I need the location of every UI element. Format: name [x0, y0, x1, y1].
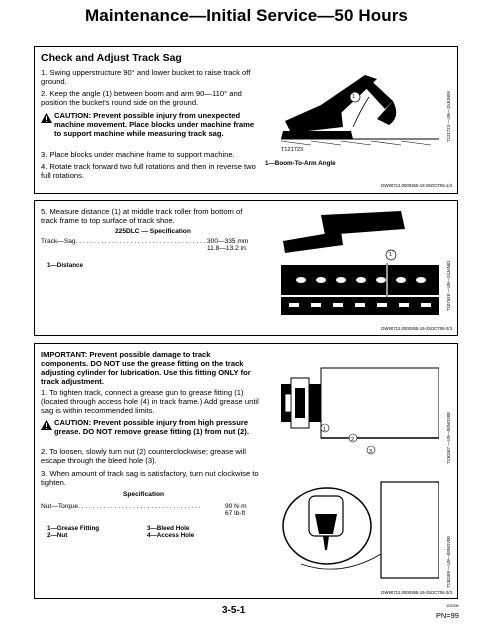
callout-1: 1 — [389, 252, 393, 258]
step-2: 2. To loosen, slowly turn nut (2) counterclockwise; grease will escape through the bleed hole (3). — [41, 447, 246, 465]
step-1: 1. To tighten track, connect a grease gun to grease fitting (1) (located through access hole (4) in track frame.) Add grease until sag is within recommended limits. — [41, 388, 259, 415]
caution-text: CAUTION: Prevent possible injury from high pressure grease. DO NOT remove grease fitting (1) from nut (2). — [54, 418, 249, 436]
legend-bleed-hole: 3—Bleed Hole — [147, 525, 190, 532]
spec-title: 225DLC — Specification — [115, 228, 191, 235]
track-sag-panel-2 — [34, 200, 458, 336]
legend-grease-fitting: 1—Grease Fitting — [47, 525, 100, 532]
reference-code: DW90712,0000365-19-25OCT06-2/3 — [381, 326, 452, 331]
important-notice: IMPORTANT: Prevent possible damage to track components. DO NOT use the grease fitting on the track adjusting cylinder for lubrication. Use this fitting ONLY for track adjustment. — [41, 350, 251, 386]
step-5: 5. Measure distance (1) at middle track roller from bottom of track frame to top surface of track shoe. — [41, 207, 243, 225]
step-4: 4. Rotate track forward two full rotations and then in reverse two full rotations. — [41, 162, 256, 180]
page-title: Maintenance—Initial Service—50 Hours — [85, 6, 408, 25]
figure-vertical-id: T107528 —UN—24JAN01 — [446, 260, 451, 311]
spec-label: Nut—Torque. . . . . . . . . . . . . . . . . . . . . . . . . . . . . . . . . . — [41, 503, 201, 510]
reference-code: DW90712,0000365-19-25OCT06-1/3 — [381, 183, 452, 188]
date-code: 102005 — [446, 604, 459, 608]
spec-value-imperial: 11.8—13.2 in. — [207, 245, 248, 252]
track-adjust-panel-3 — [34, 343, 458, 599]
access-hole-illustration — [281, 474, 439, 580]
callout-3: 3 — [369, 449, 373, 455]
spec-title: Specification — [123, 491, 165, 498]
step-3: 3. Place blocks under machine frame to support machine. — [41, 150, 235, 159]
warning-icon — [41, 420, 52, 430]
figure-legend: 1—Distance — [47, 262, 84, 269]
legend-nut: 2—Nut — [47, 532, 68, 539]
caution-text: CAUTION: Prevent possible injury from unexpected machine movement. Place blocks under machine frame to support machine while measuring track sag. — [54, 111, 255, 138]
figure-legend: 1—Boom-To-Arm Angle — [265, 160, 336, 167]
step-1: 1. Swing upperstructure 90° and lower bucket to raise track off ground. — [41, 68, 251, 86]
callout-1: 1 — [323, 427, 327, 433]
grease-fitting-illustration — [281, 354, 439, 464]
boom-arm-illustration — [281, 61, 439, 147]
callout-2: 2 — [351, 437, 355, 443]
section-heading: Check and Adjust Track Sag — [41, 52, 182, 64]
step-2: 2. Keep the angle (1) between boom and arm 90—110° and position the bucket's round side on the ground. — [41, 89, 242, 107]
track-sag-panel-1 — [34, 46, 458, 194]
step-3: 3. When amount of track sag is satisfactory, turn nut clockwise to tighten. — [41, 469, 259, 487]
spec-value-imperial: 67 lb-ft — [225, 510, 246, 517]
spec-label: Track—Sag. . . . . . . . . . . . . . . . . . . . . . . . . . . . . . . . . . . . — [41, 238, 206, 245]
spec-value-metric: 300—335 mm — [207, 238, 249, 245]
figure-id: T121723 — [281, 147, 304, 153]
reference-code: DW90712,0000365-19-25OCT06-3/3 — [381, 590, 452, 595]
figure-vertical-id: T121723 —UN—15JUN99 — [446, 91, 451, 142]
callout-1: 1 — [352, 94, 356, 100]
legend-access-hole: 4—Access Hole — [147, 532, 195, 539]
page-number: 3-5-1 — [222, 605, 246, 616]
spec-value-metric: 90 N·m — [225, 503, 247, 510]
track-measurement-illustration — [281, 205, 439, 323]
warning-icon — [41, 113, 52, 123]
pn-number: PN=99 — [436, 611, 459, 620]
figure-vertical-id-2: T130189 —UN—09NOV00 — [446, 536, 451, 588]
figure-vertical-id-1: T130187 —UN—09NOV00 — [446, 412, 451, 464]
